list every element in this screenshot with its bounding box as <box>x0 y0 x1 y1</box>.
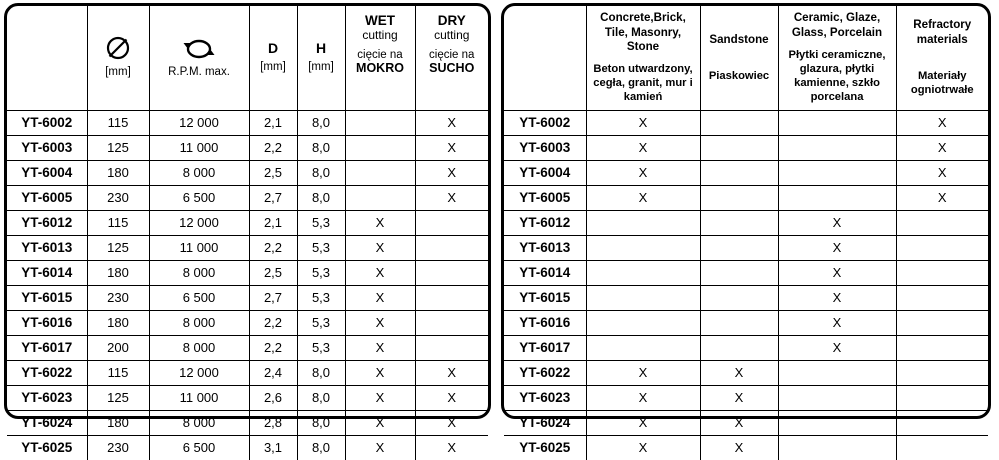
row-h: 5,3 <box>297 260 345 285</box>
row-concrete <box>586 310 700 335</box>
row-code: YT-6013 <box>504 235 586 260</box>
row-rpm: 8 000 <box>149 335 249 360</box>
header-diameter <box>87 6 149 110</box>
row-sandstone <box>700 160 778 185</box>
row-ceramic: X <box>778 285 896 310</box>
table-row <box>504 110 988 135</box>
dry-pl-label: cięcie na <box>429 49 475 62</box>
row-d: 2,2 <box>249 135 297 160</box>
rpm-label: R.P.M. max. <box>168 66 230 79</box>
row-ceramic <box>778 385 896 410</box>
row-ceramic <box>778 360 896 385</box>
row-dry <box>415 285 488 310</box>
table-row <box>504 360 988 385</box>
header-concrete <box>586 6 700 110</box>
row-diameter: 180 <box>87 260 149 285</box>
header-rpm <box>149 6 249 110</box>
table-row <box>504 185 988 210</box>
row-h: 8,0 <box>297 385 345 410</box>
row-rpm: 11 000 <box>149 135 249 160</box>
row-wet <box>345 160 415 185</box>
concrete-pl-label: Beton utwardzony, cegła, granit, mur i kamień <box>593 63 693 104</box>
table-row <box>504 285 988 310</box>
table-row <box>504 260 988 285</box>
row-ceramic: X <box>778 235 896 260</box>
row-dry: X <box>415 435 488 460</box>
table-row <box>504 210 988 235</box>
row-sandstone: X <box>700 435 778 460</box>
row-code: YT-6017 <box>7 335 87 360</box>
table-row <box>7 135 488 160</box>
d-label: D <box>267 40 279 57</box>
row-code: YT-6023 <box>7 385 87 410</box>
header-refractory <box>896 6 988 110</box>
row-code: YT-6015 <box>504 285 586 310</box>
row-d: 3,1 <box>249 435 297 460</box>
header-ceramic <box>778 6 896 110</box>
table-row <box>7 185 488 210</box>
row-concrete <box>586 235 700 260</box>
row-d: 2,5 <box>249 260 297 285</box>
row-diameter: 115 <box>87 360 149 385</box>
diameter-icon <box>105 35 131 61</box>
row-wet: X <box>345 360 415 385</box>
rotation-arrows-icon <box>182 35 216 61</box>
row-diameter: 180 <box>87 160 149 185</box>
row-code: YT-6023 <box>504 385 586 410</box>
row-diameter: 125 <box>87 135 149 160</box>
header-code <box>7 6 87 110</box>
row-ceramic: X <box>778 335 896 360</box>
materials-table <box>504 6 988 460</box>
header-d <box>249 6 297 110</box>
row-h: 5,3 <box>297 285 345 310</box>
row-h: 8,0 <box>297 410 345 435</box>
row-wet: X <box>345 310 415 335</box>
row-concrete: X <box>586 110 700 135</box>
refractory-pl-label: Materiały ogniotrwałe <box>910 70 974 97</box>
row-rpm: 8 000 <box>149 410 249 435</box>
table-row <box>504 435 988 460</box>
row-concrete: X <box>586 385 700 410</box>
row-d: 2,2 <box>249 310 297 335</box>
row-wet: X <box>345 335 415 360</box>
table-row <box>7 435 488 460</box>
row-refractory <box>896 310 988 335</box>
row-diameter: 125 <box>87 235 149 260</box>
row-code: YT-6016 <box>504 310 586 335</box>
wet-cutting-label: cutting <box>362 27 398 42</box>
row-code: YT-6013 <box>7 235 87 260</box>
table-row <box>7 210 488 235</box>
row-d: 2,8 <box>249 410 297 435</box>
row-concrete: X <box>586 435 700 460</box>
row-code: YT-6014 <box>504 260 586 285</box>
row-d: 2,7 <box>249 285 297 310</box>
row-dry: X <box>415 135 488 160</box>
row-wet: X <box>345 285 415 310</box>
row-h: 8,0 <box>297 135 345 160</box>
header-h <box>297 6 345 110</box>
row-d: 2,6 <box>249 385 297 410</box>
row-sandstone <box>700 235 778 260</box>
row-code: YT-6024 <box>7 410 87 435</box>
row-concrete <box>586 210 700 235</box>
row-rpm: 11 000 <box>149 235 249 260</box>
table-header-row <box>7 6 488 110</box>
row-sandstone <box>700 285 778 310</box>
row-code: YT-6012 <box>504 210 586 235</box>
row-code: YT-6022 <box>7 360 87 385</box>
ceramic-pl-label: Płytki ceramiczne, glazura, płytki kamienne, szkło porcelana <box>788 49 886 104</box>
row-wet <box>345 185 415 210</box>
row-rpm: 6 500 <box>149 285 249 310</box>
h-unit: [mm] <box>308 61 334 74</box>
row-sandstone: X <box>700 385 778 410</box>
row-dry: X <box>415 360 488 385</box>
row-ceramic <box>778 435 896 460</box>
row-refractory <box>896 285 988 310</box>
table-row <box>7 285 488 310</box>
row-ceramic <box>778 135 896 160</box>
row-refractory: X <box>896 110 988 135</box>
row-h: 8,0 <box>297 360 345 385</box>
header-code <box>504 6 586 110</box>
right-materials-panel <box>501 3 991 456</box>
row-d: 2,7 <box>249 185 297 210</box>
row-refractory <box>896 235 988 260</box>
row-code: YT-6003 <box>7 135 87 160</box>
sandstone-en-label: Sandstone <box>709 32 769 46</box>
row-dry <box>415 310 488 335</box>
dry-pl-value: SUCHO <box>429 60 475 75</box>
row-refractory: X <box>896 135 988 160</box>
row-wet: X <box>345 435 415 460</box>
diameter-unit: [mm] <box>105 66 131 79</box>
row-dry: X <box>415 110 488 135</box>
row-refractory: X <box>896 160 988 185</box>
row-ceramic: X <box>778 260 896 285</box>
wet-pl-value: MOKRO <box>356 60 404 75</box>
table-row <box>7 260 488 285</box>
row-sandstone <box>700 135 778 160</box>
row-rpm: 8 000 <box>149 310 249 335</box>
row-dry <box>415 210 488 235</box>
row-concrete: X <box>586 360 700 385</box>
row-sandstone <box>700 260 778 285</box>
row-rpm: 12 000 <box>149 360 249 385</box>
row-refractory <box>896 385 988 410</box>
row-sandstone <box>700 210 778 235</box>
row-concrete: X <box>586 185 700 210</box>
row-h: 5,3 <box>297 235 345 260</box>
row-code: YT-6004 <box>504 160 586 185</box>
row-code: YT-6005 <box>504 185 586 210</box>
row-d: 2,2 <box>249 235 297 260</box>
row-code: YT-6022 <box>504 360 586 385</box>
h-label: H <box>315 40 327 57</box>
row-h: 8,0 <box>297 110 345 135</box>
row-diameter: 125 <box>87 385 149 410</box>
row-rpm: 11 000 <box>149 385 249 410</box>
table-row <box>7 360 488 385</box>
row-code: YT-6002 <box>7 110 87 135</box>
row-rpm: 8 000 <box>149 160 249 185</box>
row-rpm: 6 500 <box>149 185 249 210</box>
row-h: 5,3 <box>297 310 345 335</box>
row-code: YT-6012 <box>7 210 87 235</box>
row-h: 8,0 <box>297 435 345 460</box>
row-wet: X <box>345 260 415 285</box>
row-h: 5,3 <box>297 335 345 360</box>
table-header-row <box>504 6 988 110</box>
row-refractory <box>896 335 988 360</box>
table-row <box>504 135 988 160</box>
row-rpm: 8 000 <box>149 260 249 285</box>
row-d: 2,1 <box>249 110 297 135</box>
sandstone-pl-label: Piaskowiec <box>708 69 770 82</box>
row-d: 2,4 <box>249 360 297 385</box>
row-refractory <box>896 410 988 435</box>
row-rpm: 6 500 <box>149 435 249 460</box>
row-sandstone: X <box>700 410 778 435</box>
table-row <box>504 385 988 410</box>
row-code: YT-6014 <box>7 260 87 285</box>
ceramic-en-label: Ceramic, Glaze, Glass, Porcelain <box>791 11 883 39</box>
row-refractory <box>896 260 988 285</box>
row-refractory <box>896 210 988 235</box>
row-wet <box>345 110 415 135</box>
row-h: 8,0 <box>297 160 345 185</box>
row-concrete: X <box>586 135 700 160</box>
row-diameter: 230 <box>87 285 149 310</box>
row-code: YT-6025 <box>7 435 87 460</box>
row-ceramic <box>778 160 896 185</box>
row-ceramic <box>778 410 896 435</box>
table-row <box>7 160 488 185</box>
table-row <box>7 410 488 435</box>
table-row <box>7 385 488 410</box>
row-h: 5,3 <box>297 210 345 235</box>
row-dry <box>415 235 488 260</box>
row-dry <box>415 335 488 360</box>
row-diameter: 230 <box>87 185 149 210</box>
row-h: 8,0 <box>297 185 345 210</box>
header-wet-cutting <box>345 6 415 110</box>
table-row <box>7 310 488 335</box>
row-dry: X <box>415 160 488 185</box>
header-dry-cutting <box>415 6 488 110</box>
row-code: YT-6005 <box>7 185 87 210</box>
row-sandstone <box>700 185 778 210</box>
row-wet: X <box>345 210 415 235</box>
row-code: YT-6004 <box>7 160 87 185</box>
row-dry: X <box>415 410 488 435</box>
row-diameter: 115 <box>87 110 149 135</box>
row-refractory: X <box>896 185 988 210</box>
row-dry: X <box>415 385 488 410</box>
table-row <box>504 335 988 360</box>
row-d: 2,1 <box>249 210 297 235</box>
row-code: YT-6015 <box>7 285 87 310</box>
dimensions-table <box>7 6 488 460</box>
row-diameter: 115 <box>87 210 149 235</box>
row-ceramic <box>778 185 896 210</box>
table-row <box>7 110 488 135</box>
row-diameter: 230 <box>87 435 149 460</box>
row-diameter: 180 <box>87 310 149 335</box>
table-row <box>504 235 988 260</box>
table-row <box>504 310 988 335</box>
row-ceramic: X <box>778 310 896 335</box>
wet-label: WET <box>364 13 395 28</box>
row-rpm: 12 000 <box>149 110 249 135</box>
dry-label: DRY <box>437 13 466 28</box>
row-sandstone <box>700 335 778 360</box>
row-diameter: 200 <box>87 335 149 360</box>
row-dry: X <box>415 185 488 210</box>
row-code: YT-6025 <box>504 435 586 460</box>
dry-cutting-label: cutting <box>434 27 470 42</box>
table-row <box>7 235 488 260</box>
row-sandstone <box>700 310 778 335</box>
refractory-en-label: Refractory materials <box>913 18 972 46</box>
row-code: YT-6017 <box>504 335 586 360</box>
concrete-en-label: Concrete,Brick, Tile, Masonry, Stone <box>600 11 686 53</box>
row-code: YT-6002 <box>504 110 586 135</box>
row-concrete: X <box>586 410 700 435</box>
table-row <box>504 410 988 435</box>
row-rpm: 12 000 <box>149 210 249 235</box>
row-wet: X <box>345 385 415 410</box>
row-ceramic <box>778 110 896 135</box>
row-d: 2,5 <box>249 160 297 185</box>
table-row <box>7 335 488 360</box>
row-refractory <box>896 435 988 460</box>
row-wet <box>345 135 415 160</box>
header-sandstone <box>700 6 778 110</box>
row-sandstone: X <box>700 360 778 385</box>
row-ceramic: X <box>778 210 896 235</box>
row-diameter: 180 <box>87 410 149 435</box>
row-code: YT-6003 <box>504 135 586 160</box>
row-dry <box>415 260 488 285</box>
row-wet: X <box>345 410 415 435</box>
row-wet: X <box>345 235 415 260</box>
row-sandstone <box>700 110 778 135</box>
row-refractory <box>896 360 988 385</box>
left-specs-panel <box>4 3 491 456</box>
wet-pl-label: cięcie na <box>357 49 403 62</box>
row-concrete: X <box>586 160 700 185</box>
row-concrete <box>586 335 700 360</box>
d-unit: [mm] <box>260 61 286 74</box>
row-concrete <box>586 260 700 285</box>
row-code: YT-6024 <box>504 410 586 435</box>
row-code: YT-6016 <box>7 310 87 335</box>
row-d: 2,2 <box>249 335 297 360</box>
row-concrete <box>586 285 700 310</box>
table-row <box>504 160 988 185</box>
